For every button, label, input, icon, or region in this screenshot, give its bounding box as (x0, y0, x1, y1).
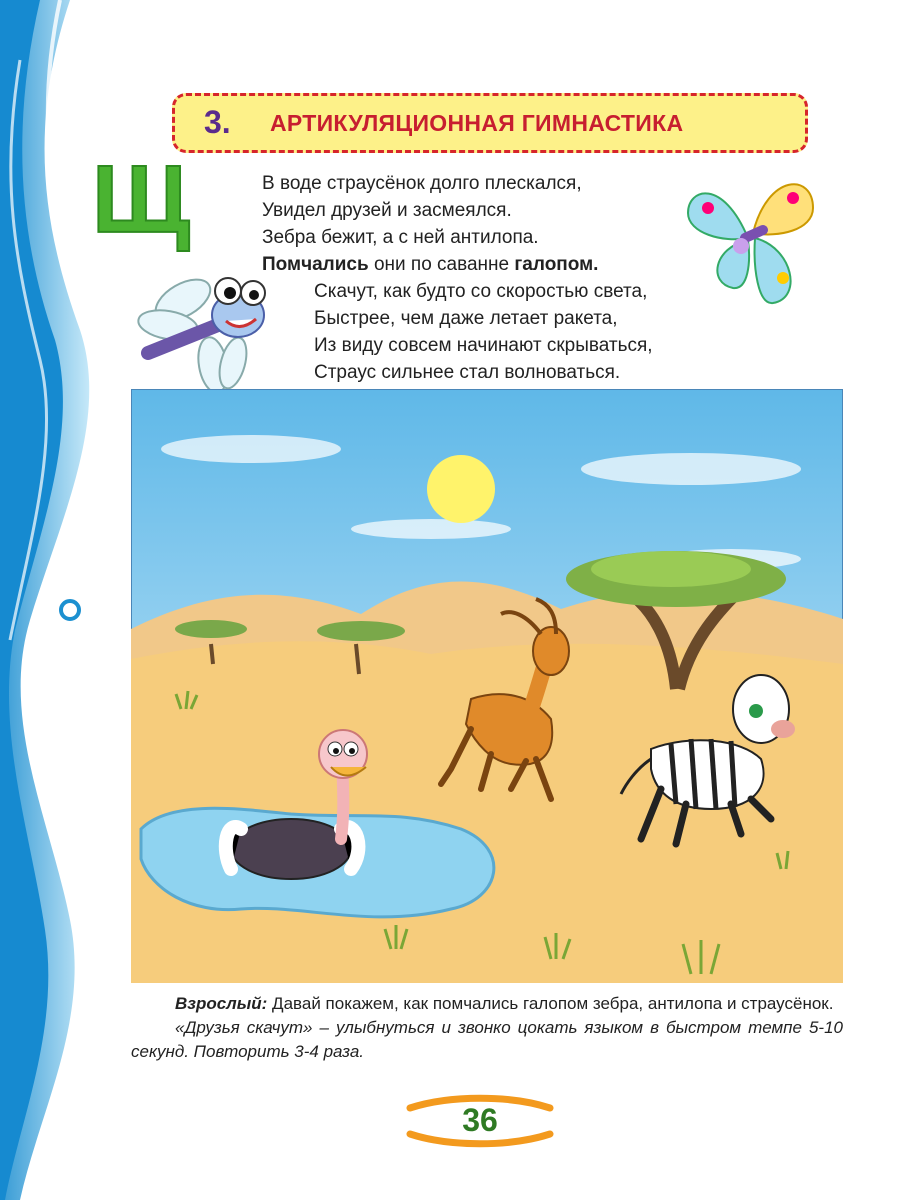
bold-word: галопом. (514, 254, 599, 275)
poem-part-1 (262, 170, 598, 278)
poem-part-2 (314, 278, 653, 386)
adult-text: Давай покажем, как помчались галопом зебра, антилопа и страусёнок. (267, 994, 834, 1013)
bold-word: Помчались (262, 254, 369, 275)
poem-line: Увидел друзей и засмеялся. (262, 200, 512, 221)
poem-line: Скачут, как будто со скоростью света, (314, 281, 648, 302)
caption (131, 992, 843, 1064)
poem-line: В воде страусёнок долго плескался, (262, 173, 582, 194)
adult-instruction (131, 992, 843, 1016)
poem-line: Страус сильнее стал волноваться. (314, 362, 621, 383)
savanna-illustration (131, 389, 843, 983)
section-title: АРТИКУЛЯЦИОННАЯ ГИМНАСТИКА (270, 110, 684, 136)
poem-line: Из виду совсем начинают скрываться, (314, 335, 653, 356)
adult-label: Взрослый: (175, 994, 268, 1013)
poem-line: Быстрее, чем даже летает ракета, (314, 308, 618, 329)
poem-line (262, 251, 598, 278)
sun (427, 455, 495, 523)
poem-line: Зебра бежит, а с ней антилопа. (262, 227, 539, 248)
page-number: 36 (462, 1102, 498, 1138)
letter-heading: Щ (92, 146, 190, 253)
butterfly-icon (683, 168, 823, 308)
section-number: 3. (204, 104, 231, 140)
dragonfly-icon (128, 255, 278, 400)
exercise-text: «Друзья скачут» – улыбнуться и звонко цокать языком в быстром темпе 5-10 секунд. Повторить 3-4 раза. (131, 1018, 843, 1061)
poem-text: они по саванне (368, 254, 515, 275)
